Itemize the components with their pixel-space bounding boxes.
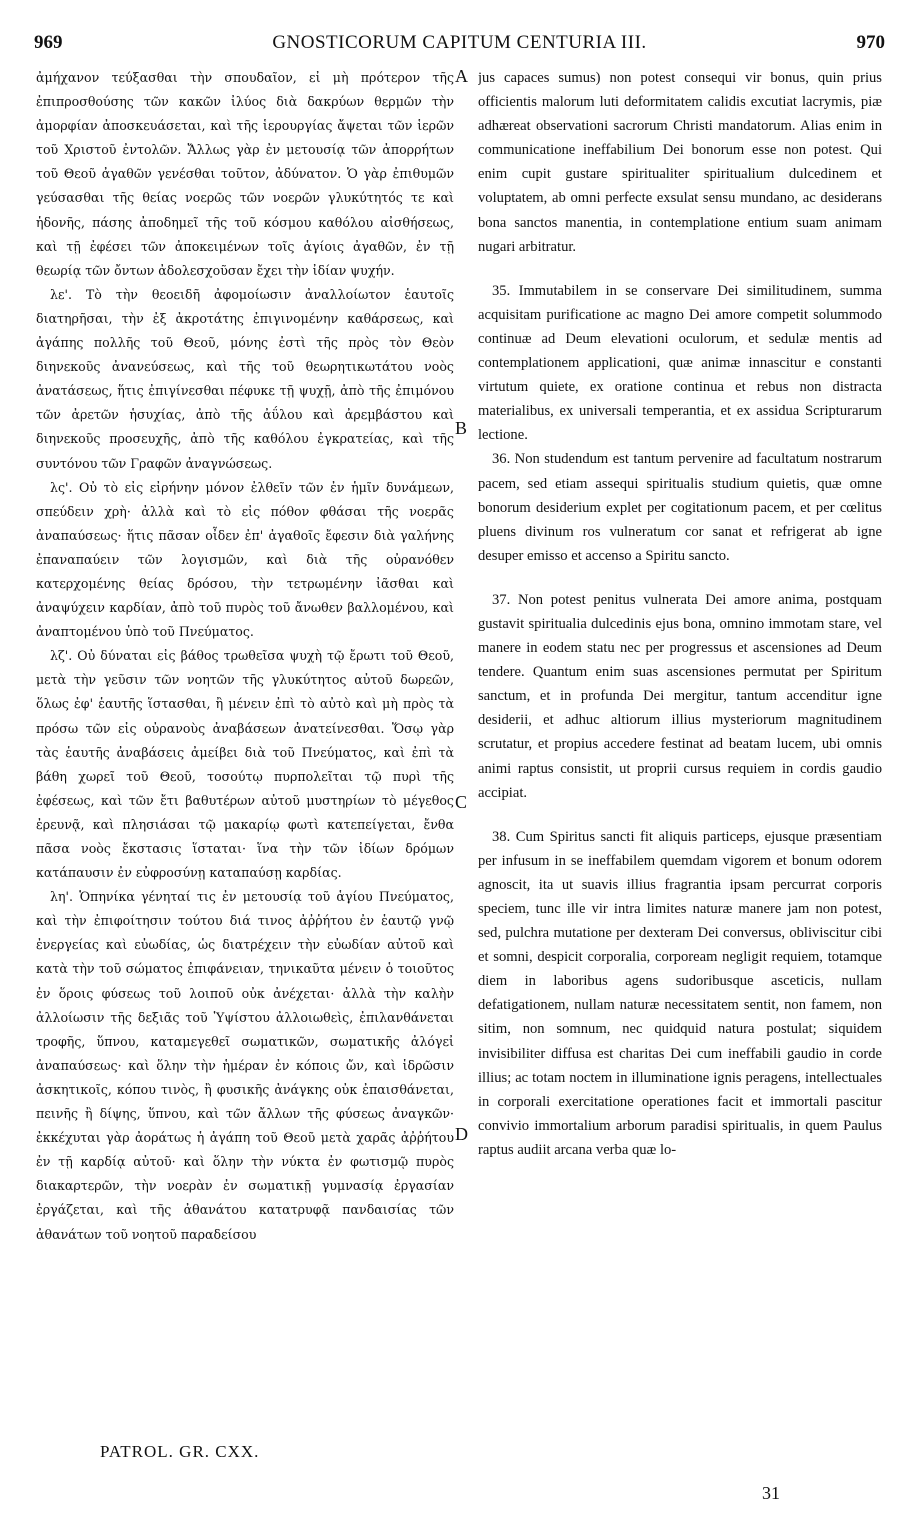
page-number-left: 969 [34,32,63,53]
greek-paragraph: ἀμήχανον τεύξασθαι τὴν σπουδαῖον, εἰ μὴ πρότερον τῆς ἐπιπροσθούσης τῶν κακῶν ἰλύος διὰ δακρύων θερμῶν τὴν ἀμορφίαν ἀποσκευάσεται, καὶ τῆς ἱερουργίας ἄψεται τῶν ἱερῶν τοῦ Χριστοῦ ἐντολῶν. Ἄλλως γὰρ ἐν μετουσίᾳ τῶν ἀπορρήτων τοῦ Θεοῦ ἀγαθῶν γενέσθαι τοῦτον, ἀδύνατον. Ὁ γὰρ ἐπιθυμῶν γεύσασθαι τῆς θείας νοερῶς τῶν νοερῶν γλυκύτητός τε καὶ ἡδονῆς, πάσης ἀποδημεῖ τῆς τοῦ κόσμου καθόλου αἰσθήσεως, καὶ τῇ ἐφέσει τῶν ἀποκειμένων τοῖς ἁγίοις ἀγαθῶν, ἐν τῇ θεωρίᾳ τῶν ὄντων ἀδολεσχοῦσαν ἔχει τὴν ἰδίαν ψυχήν. [36,70,454,278]
greek-paragraph: λε'. Τὸ τὴν θεοειδῆ ἀφομοίωσιν ἀναλλοίωτον ἑαυτοῖς διατηρῆσαι, τὴν ἐξ ἀκροτάτης ἐπιγινομένην καθάρσεως, καὶ ἀγάπης πολλῆς τοῦ Θεοῦ, μόνης ἐστὶ τῆς πρὸς τὸν Θεὸν διηνεκοῦς ἀνανεύσεως, καὶ τῆς τοῦ θεωρητικωτάτου νοὸς ἀνατάσεως, ἥτις ἐπιγίνεσθαι πέφυκε τῇ ψυχῇ, ἀπὸ τῆς ἐπιμόνου τῶν ἀρετῶν ἡσυχίας, ἀπὸ τῆς ἀΰλου καὶ ἀρεμβάστου καὶ διηνεκοῦς προσευχῆς, ἀπὸ τῆς καθόλου ἐγκρατείας, καὶ τῆς συντόνου τῶν Γραφῶν ἀναγνώσεως. [36,286,454,471]
margin-marker-c: C [455,792,468,812]
page-header [34,32,885,60]
latin-paragraph: jus capaces sumus) non potest consequi vir bonus, quin prius officientis malorum luti deformitatem calidis excutiat lacrymis, piæ adhæreat observationi sacrorum Christi mandatorum. Alias enim in communicatione ineffabilium Dei bonorum esse non potest. Qui enim cupit gustare spiritualiter spiritualium dulcedinem et voluptatem, ab omni perfecte exsulat sensu mundano, ac desiderans bona sanctos manentia, in contemplatione entium suam animam nugari arbitratur. [478,70,882,255]
latin-paragraph: 38. Cum Spiritus sancti fit aliquis particeps, ejusque præsentiam per infusum in se ineffabilem quemdam vigorem et bonum odorem agnoscit, ita ut suavis illius fragrantia ipsam percurrat corporis speciem, tunc ille vir intra limites naturæ manere jam non potest, sed, pulchra mutatione per dexteram Dei conversus, obliviscitur cibi et somni, despicit corporalia, corpoream negligit requiem, totamque diem in laboribus agens sudoribusque asceticis, nullam defatigationem, nullam naturæ necessitatem sentit, non famem, non sitim, non somnum, nec quidquid natura postulat; siquidem invisibiliter diffusa est charitas Dei cum ineffabili gaudio in corde illius; ac totam noctem in illuminatione ignis peragens, intellectuales in corporali exercitatione operationes facit et immortali pascitur convivio immortalium arborum paradisi spiritualis, in quem Paulus raptus audiit arcana verba quæ lo- [478,828,882,1158]
latin-paragraph: 37. Non potest penitus vulnerata Dei amore anima, postquam gustavit spiritualia dulcedinis ejus bona, omnino immotam stare, vel manere in eodem statu nec per progressus et ascensiones ad Deum tendere. Quantum enim suas ascensiones permutat per Spiritum sanctum, et in profunda Dei mergitur, tantum accenditur igne desiderii, et adhuc altiorum illius mysteriorum magnitudinem scrutatur, et propius accedere festinat ad beatam lucem, ubi omnis animi raptus consistit, ut proprii cursus requiem in cordis gaudio accipiat. [478,591,882,801]
latin-paragraph: 36. Non studendum est tantum pervenire ad facultatum nostrarum pacem, sed etiam assequi spiritualis studium quietis, quæ omne bonorum desiderium explet per cogitationum pacem, et per cœlitus pluens divinum ros vulneratum cor sanat et refrigerat ab igne desuper emisso et accenso a Spiritu sancto. [478,451,882,564]
margin-marker-d: D [455,1124,468,1144]
greek-column [36,66,454,1450]
latin-paragraph: 35. Immutabilem in se conservare Dei similitudinem, summa acquisitam purificatione ac magno Dei amore competit solummodo continuæ ad Deum elevationi oculorum, et sedulæ mentis ad contemplationem applicationi, quæ animæ innascitur e constanti virtutum quiete, ex oratione continua et rebus non distracta materialibus, ex universali temperantia, et ex assidua Scripturarum lectione. [478,282,882,444]
sheet-number: 31 [762,1483,780,1503]
greek-paragraph: λς'. Οὐ τὸ εἰς εἰρήνην μόνον ἐλθεῖν τῶν ἐν ἡμῖν δυνάμεων, σπεύδειν χρὴ· ἀλλὰ καὶ τὸ εἰς πόθον φθάσαι τῆς νοερᾶς ἀναπαύσεως· ἥτις πᾶσαν οἶδεν ἐπ' ἀγαθοῖς ἔφεσιν διὰ γαλήνης ἐπαναπαύειν τῶν λογισμῶν, καὶ διὰ τῆς οὐρανόθεν κατερχομένης θείας δρόσου, τὴν τετρωμένην ἰᾶσθαι καὶ ἀναψύχειν καρδίαν, ἀπὸ τοῦ πυρὸς τοῦ ἄνωθεν βαλλομένου, καὶ ἀναπτομένου ὑπὸ τοῦ Πνεύματος. [36,479,454,640]
latin-column [478,66,882,1450]
greek-paragraph: λζ'. Οὐ δύναται εἰς βάθος τρωθεῖσα ψυχὴ τῷ ἔρωτι τοῦ Θεοῦ, μετὰ τὴν γεῦσιν τῶν νοητῶν τῆς γλυκύτητος αὐτοῦ δωρεῶν, ὅλως ἐφ' ἑαυτῆς ἵστασθαι, ἢ μένειν ἐπὶ τὸ αὐτὸ καὶ μὴ πρὸς τὰ πρόσω τῶν εἰς οὐρανοὺς ἀναβάσεων ἀνατείνεσθαι. Ὅσῳ γὰρ τὰς ἑαυτῆς ἀναβάσεις ἀμείβει διὰ τοῦ Πνεύματος, καὶ ἐπὶ τὰ βάθη χωρεῖ τοῦ Θεοῦ, τοσούτῳ πυρπολεῖται τῷ πυρὶ τῆς ἐφέσεως, καὶ τῶν ἔτι βαθυτέρων αὐτοῦ μυστηρίων τὸ μέγεθος ἐρευνᾷ, καὶ πλησιάσαι τῷ μακαρίῳ φωτὶ κατεπείγεται, ἔνθα πᾶσα νοὸς ἔκστασις ἵσταται· ἵνα τὴν τῶν ἰδίων δρόμων κατάπαυσιν ἐν εὐφροσύνῃ καταπαύσῃ καρδίας. [36,648,454,881]
page-number-right: 970 [856,32,885,53]
margin-marker-a: A [455,66,468,86]
margin-marker-b: B [455,418,468,438]
running-title: GNOSTICORUM CAPITUM CENTURIA III. [272,32,647,53]
printer-signature: PATROL. GR. CXX. [100,1442,260,1461]
greek-paragraph: λη'. Ὁπηνίκα γένηταί τις ἐν μετουσίᾳ τοῦ ἁγίου Πνεύματος, καὶ τὴν ἐπιφοίτησιν τούτου διά τινος ἀῤῥήτου ἐν ἑαυτῷ γνῷ ἐνεργείας καὶ εὐωδίας, ὡς διατρέχειν τὴν εὐωδίαν αὐτοῦ καὶ κατὰ τὴν τοῦ σώματος ἐπιφάνειαν, τηνικαῦτα μένειν ὁ τοιοῦτος ἐν ὅροις φύσεως τοῦ λοιποῦ οὐκ ἀνέχεται· ἀλλὰ τὴν καλὴν ἀλλοίωσιν τῆς δεξιᾶς τοῦ Ὑψίστου ἀλλοιωθεὶς, ἐπιλανθάνεται τροφῆς, ὕπνου, καταμεγεθεῖ σωματικῶν, σωματικῆς ἀλόγεἰ ἀναπαύσεως· καὶ ὅλην τὴν ἡμέραν ἐν κόποις ὤν, καὶ ἱδρῶσιν ἀσκητικοῖς, κόπου τινὸς, ἢ φυσικῆς ἀνάγκης οὐκ ἐπαισθάνεται, πεινῆς ἢ δίψης, ὕπνου, καὶ τῶν ἄλλων τῆς φύσεως ἀναγκῶν· ἐκκέχυται γὰρ ἀοράτως ἡ ἀγάπη τοῦ Θεοῦ μετὰ χαρᾶς ἀῤῥήτου ἐν τῇ καρδίᾳ αὐτοῦ· καὶ ὅλην τὴν νύκτα ἐν φωτισμῷ πυρὸς διακαρτερῶν, τὴν νοερὰν ἐν σωματικῇ γυμνασίᾳ ἐργασίαν ἐργάζεται, καὶ τῆς ἀθανάτου κατατρυφᾷ πανδαισίας τῶν ἀθανάτων τοῦ νοητοῦ παραδείσου [36,889,454,1242]
